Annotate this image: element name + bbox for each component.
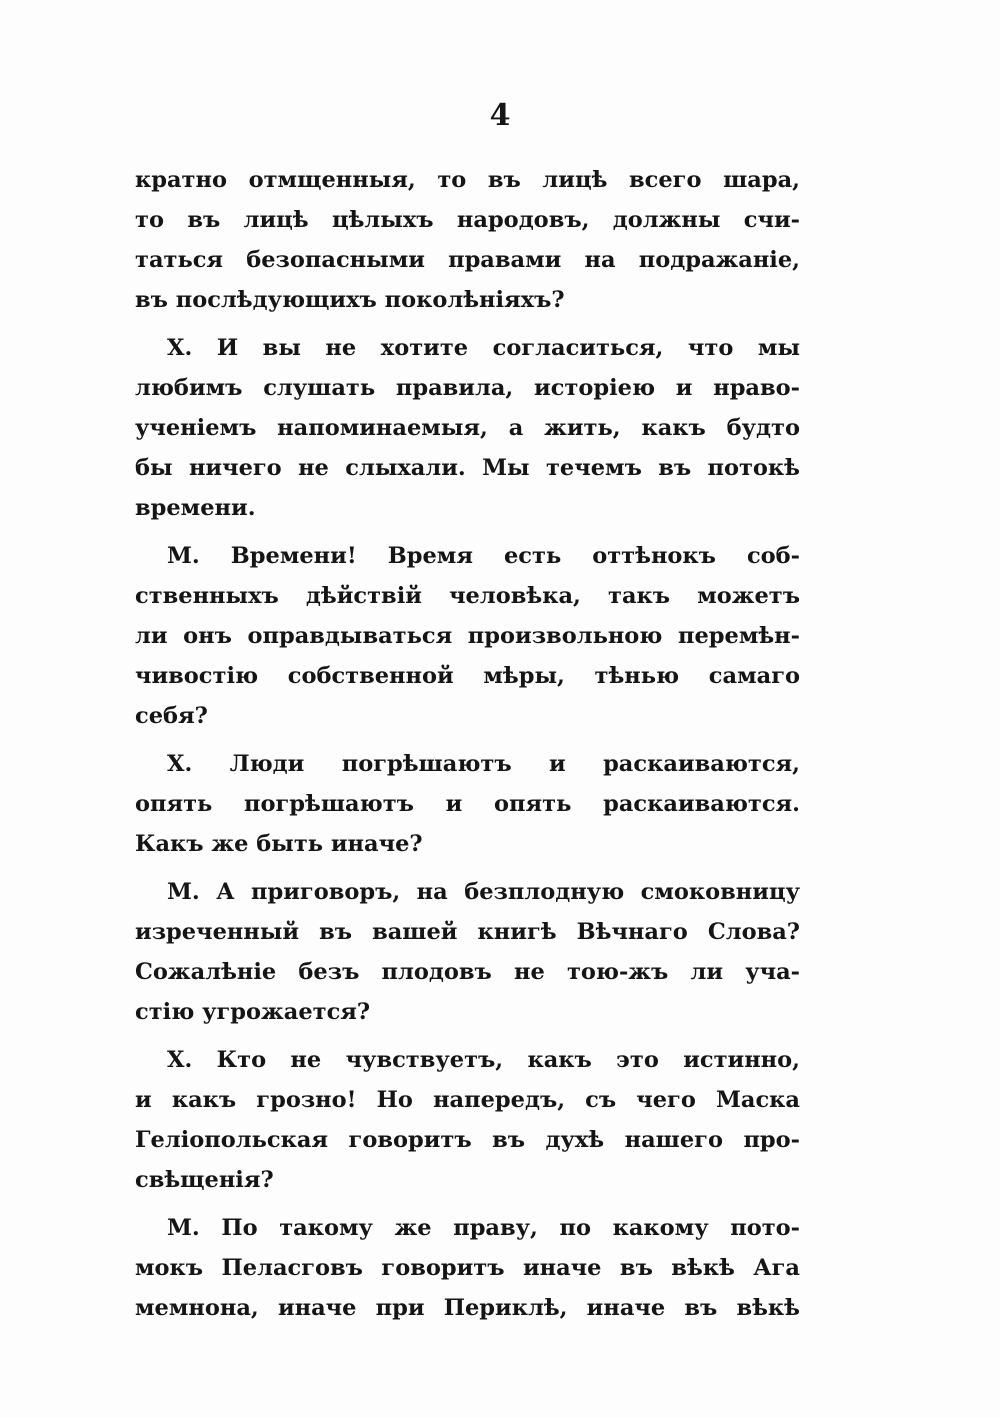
text-line: и какъ грозно! Но напередъ, съ чего Маска (135, 1087, 800, 1113)
text-line: то въ лицѣ цѣлыхъ народовъ, должны счи- (135, 207, 800, 233)
paragraph (135, 1040, 800, 1200)
text-line: Х. Кто не чувствуетъ, какъ это истинно, (167, 1047, 800, 1073)
text-line: М. Времени! Время есть оттѣнокъ соб- (167, 543, 800, 569)
page-number: 4 (489, 98, 511, 133)
body-text (135, 160, 800, 1336)
text-line: ли онъ оправдываться произвольною перемѣн- (135, 623, 800, 649)
paragraph (135, 1208, 800, 1328)
text-line: въ послѣдующихъ поколѣніяхъ? (135, 287, 565, 313)
paragraph (135, 160, 800, 320)
text-line: свѣщенія? (135, 1167, 274, 1193)
text-line: стію угрожается? (135, 999, 371, 1025)
text-line: М. По такому же праву, по какому пото- (167, 1215, 800, 1241)
text-line: изреченный въ вашей книгѣ Вѣчнаго Слова? (135, 919, 800, 945)
text-line: любимъ слушать правила, исторіею и нраво- (135, 375, 800, 401)
text-line: Х. И вы не хотите согласиться, что мы (167, 335, 800, 361)
paragraph (135, 536, 800, 736)
text-line: Геліопольская говоритъ въ духѣ нашего про- (135, 1127, 800, 1153)
text-line: ученіемъ напоминаемыя, а жить, какъ будто (135, 415, 800, 441)
text-line: ственныхъ дѣйствій человѣка, такъ можетъ (135, 583, 800, 609)
text-line: М. А приговоръ, на безплодную смоковницу (167, 879, 800, 905)
text-line: бы ничего не слыхали. Мы течемъ въ потокѣ (135, 455, 800, 481)
paragraph (135, 872, 800, 1032)
text-line: Какъ же быть иначе? (135, 831, 423, 857)
text-line: Сожалѣніе безъ плодовъ не тою-жъ ли уча- (135, 959, 800, 985)
text-line: себя? (135, 703, 208, 729)
text-line: опять погрѣшаютъ и опять раскаиваются. (135, 791, 800, 817)
text-line: мемнона, иначе при Периклѣ, иначе въ вѣкѣ (135, 1295, 800, 1321)
text-line: мокъ Пеласговъ говоритъ иначе въ вѣкѣ Ага (135, 1255, 800, 1281)
text-line: кратно отмщенныя, то въ лицѣ всего шара, (135, 167, 800, 193)
text-line: чивостію собственной мѣры, тѣнью самаго (135, 663, 800, 689)
paragraph (135, 744, 800, 864)
text-line: времени. (135, 495, 256, 521)
text-line: таться безопасными правами на подражаніе, (135, 247, 800, 273)
paragraph (135, 328, 800, 528)
text-line: Х. Люди погрѣшаютъ и раскаиваются, (167, 751, 800, 777)
